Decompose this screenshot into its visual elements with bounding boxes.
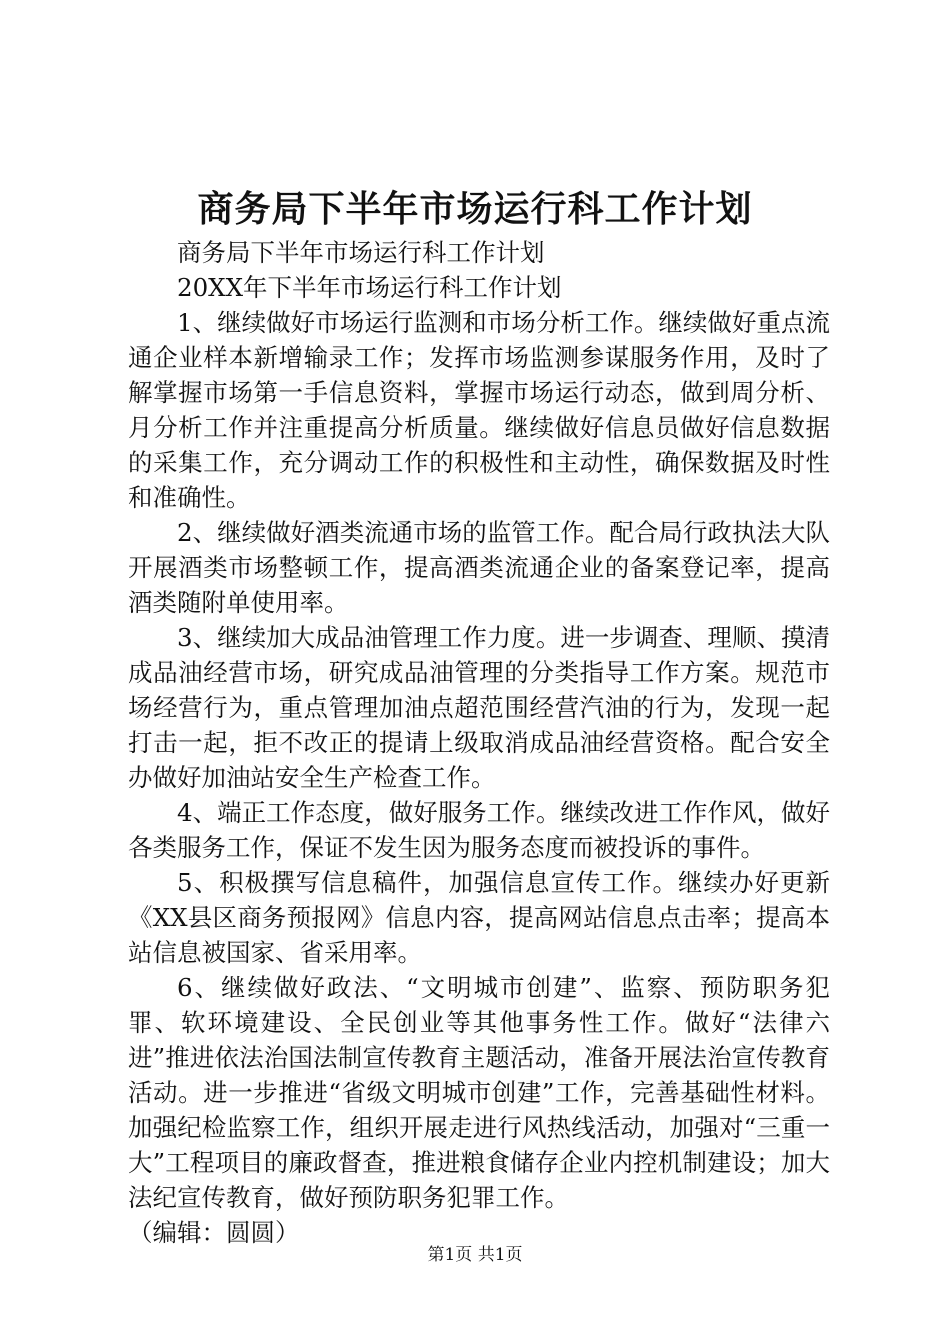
document-body xyxy=(128,235,830,1250)
paragraph-item-1: 1、继续做好市场运行监测和市场分析工作。继续做好重点流通企业样本新增输录工作；发挥市场监测参谋服务作用，及时了解掌握市场第一手信息资料，掌握市场运行动态，做到周分析、月分析工作并注重提高分析质量。继续做好信息员做好信息数据的采集工作，充分调动工作的积极性和主动性，确保数据及时性和准确性。 xyxy=(128,308,830,512)
editor-note: （编辑：圆圆） xyxy=(128,1218,300,1247)
paragraph-item-2: 2、继续做好酒类流通市场的监管工作。配合局行政执法大队开展酒类市场整顿工作，提高酒类流通企业的备案登记率，提高酒类随附单使用率。 xyxy=(128,518,830,617)
paragraph-item-3: 3、继续加大成品油管理工作力度。进一步调查、理顺、摸清成品油经营市场，研究成品油管理的分类指导工作方案。规范市场经营行为，重点管理加油点超范围经营汽油的行为，发现一起打击一起，拒不改正的提请上级取消成品油经营资格。配合安全办做好加油站安全生产检查工作。 xyxy=(128,623,830,792)
paragraph-plan-heading: 20XX年下半年市场运行科工作计划 xyxy=(177,273,562,302)
paragraph-item-5: 5、积极撰写信息稿件，加强信息宣传工作。继续办好更新《XX县区商务预报网》信息内容，提高网站信息点击率；提高本站信息被国家、省采用率。 xyxy=(128,868,830,967)
page-footer: 第1页 共1页 xyxy=(427,1245,523,1265)
paragraph-subtitle: 商务局下半年市场运行科工作计划 xyxy=(177,238,545,267)
paragraph-item-4: 4、端正工作态度，做好服务工作。继续改进工作作风，做好各类服务工作，保证不发生因为服务态度而被投诉的事件。 xyxy=(128,798,830,862)
paragraph-item-6: 6、继续做好政法、“文明城市创建”、监察、预防职务犯罪、软环境建设、全民创业等其他事务性工作。做好“法律六进”推进依法治国法制宣传教育主题活动，准备开展法治宣传教育活动。进一步推进“省级文明城市创建”工作，完善基础性材料。加强纪检监察工作，组织开展走进行风热线活动，加强对“三重一大”工程项目的廉政督查，推进粮食储存企业内控机制建设；加大法纪宣传教育，做好预防职务犯罪工作。 xyxy=(128,973,830,1212)
document-title: 商务局下半年市场运行科工作计划 xyxy=(197,188,753,230)
